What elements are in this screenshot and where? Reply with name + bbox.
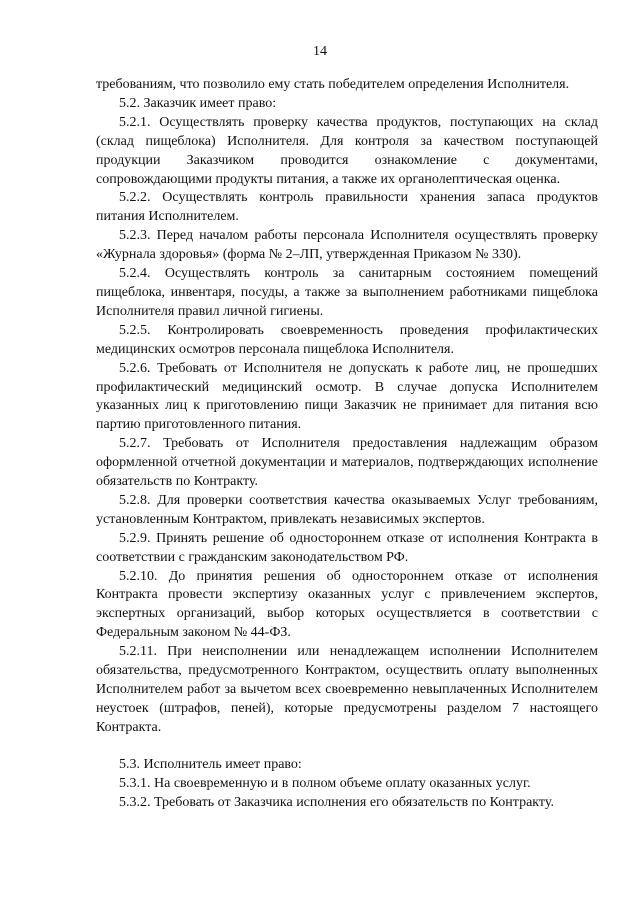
page-number: 14 — [313, 44, 327, 59]
paragraph-5-2-2: 5.2.2. Осуществлять контроль правильности хранения запаса продуктов питания Исполнителем. — [96, 190, 598, 225]
paragraph-5-2-3: 5.2.3. Перед началом работы персонала Исполнителя осуществлять проверку «Журнала здоровья» (форма № 2–ЛП, утвержденная Приказом № 330). — [96, 228, 598, 263]
paragraph-5-2-4: 5.2.4. Осуществлять контроль за санитарным состоянием помещений пищеблока, инвентаря, посуды, а также за выполнением работниками пищеблока Исполнителя правил личной гигиены. — [96, 266, 598, 319]
paragraph-5-2-7: 5.2.7. Требовать от Исполнителя предоставления надлежащим образом оформленной отчетной документации и материалов, подтверждающих исполнение обязательств по Контракту. — [96, 436, 598, 490]
paragraph-5-2-5: 5.2.5. Контролировать своевременность проведения профилактических медицинских осмотров персонала пищеблока Исполнителя. — [96, 322, 598, 357]
paragraph-continuation: требованиям, что позволило ему стать победителем определения Исполнителя. — [96, 77, 570, 92]
paragraph-5-2-1: 5.2.1. Осуществлять проверку качества продуктов, поступающих на склад (склад пищеблока) Исполнителя. Для контроля за качеством поступающей продукции Заказчиком проводится ознакомление с документами, сопровождающими продукты питания, а также их органолептическая оценка. — [96, 114, 598, 187]
paragraph-5-3: 5.3. Исполнитель имеет право: — [119, 756, 302, 772]
paragraph-5-3-1: 5.3.1. На своевременную и в полном объеме оплату оказанных услуг. — [119, 775, 531, 791]
paragraph-5-2: 5.2. Заказчик имеет право: — [119, 95, 277, 111]
paragraph-5-2-8: 5.2.8. Для проверки соответствия качества оказываемых Услуг требованиям, установленным Контрактом, привлекать независимых экспертов. — [96, 492, 598, 527]
paragraph-5-3-2: 5.3.2. Требовать от Заказчика исполнения его обязательств по Контракту. — [119, 794, 554, 810]
paragraph-gap — [96, 738, 598, 756]
paragraph-5-2-10: 5.2.10. До принятия решения об одностороннем отказе от исполнения Контракта провести экспертизу оказанных услуг с привлечением экспертов, экспертных организаций, выбор которых осуществляется в соответствии с Федеральным законом № 44-ФЗ. — [96, 568, 598, 641]
document-body — [96, 76, 598, 812]
paragraph-5-2-6: 5.2.6. Требовать от Исполнителя не допускать к работе лиц, не прошедших профилактический медицинский осмотр. В случае допуска Исполнителем указанных лиц к приготовлению пищи Заказчик не принимает для питания всю партию приготовленного питания. — [96, 360, 598, 433]
paragraph-5-2-9: 5.2.9. Принять решение об одностороннем отказе от исполнения Контракта в соответствии с гражданским законодательством РФ. — [96, 530, 598, 565]
paragraph-5-2-11: 5.2.11. При неисполнении или ненадлежащем исполнении Исполнителем обязательства, предусмотренного Контрактом, осуществить оплату выполненных Исполнителем работ за вычетом всех своевременно невыплаченных Исполнителем неустоек (штрафов, пеней), которые предусмотрены разделом 7 настоящего Контракта. — [96, 644, 598, 735]
